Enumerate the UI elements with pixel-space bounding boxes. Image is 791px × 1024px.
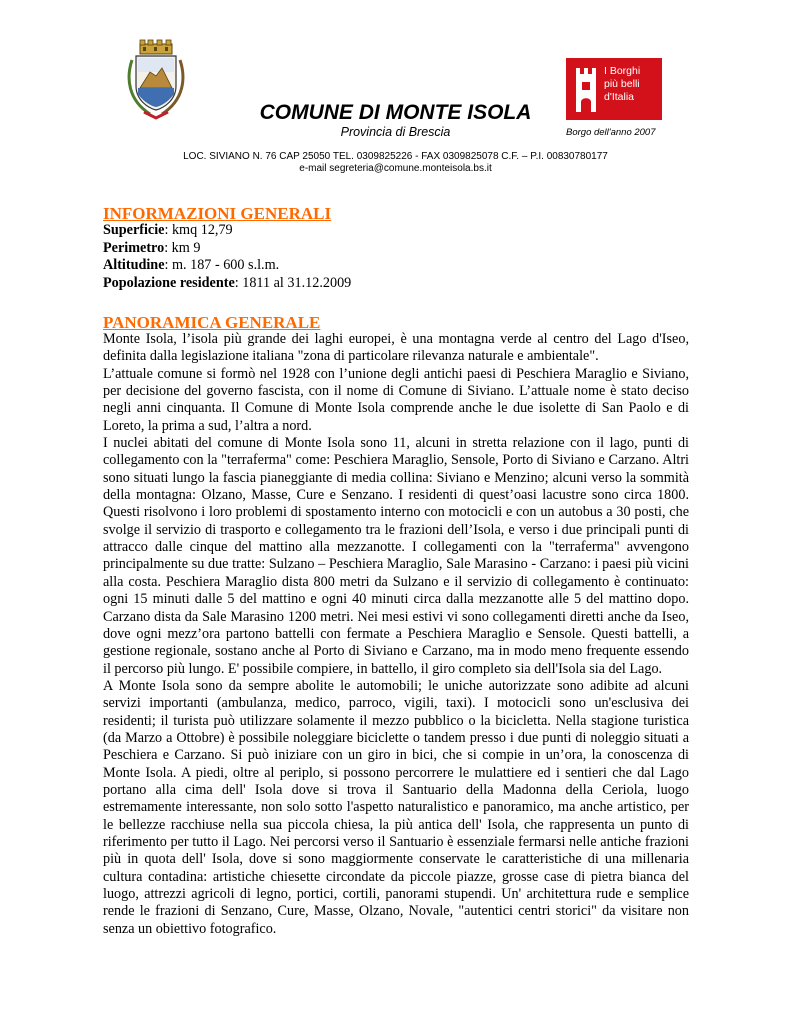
badge-text — [604, 65, 640, 104]
borgo-note: Borgo dell'anno 2007 — [566, 127, 656, 138]
body-paragraph: L’attuale comune si formò nel 1928 con l’unione degli antichi paesi di Peschiera Maraglio e Siviano, per decisione del governo fascista, con il nome di Comune di Siviano. L’attuale nome è stato deciso negli anni cinquanta. Il Comune di Monte Isola comprende anche le due isolette di San Paolo e di Loreto, la prima a sud, l’altra a nord. — [103, 365, 689, 434]
email-line: e-mail segreteria@comune.monteisola.bs.it — [299, 163, 492, 174]
body-paragraph: Monte Isola, l’isola più grande dei laghi europei, è una montagna verde al centro del Lago d'Iseo, definita dalla legislazione italiana "zona di particolare rilevanza naturale e ambientale". — [103, 331, 689, 365]
fact-value: : m. 187 - 600 s.l.m. — [164, 257, 280, 274]
section-heading-info: INFORMAZIONI GENERALI — [103, 204, 332, 223]
fact-label: Perimetro — [103, 239, 165, 256]
badge-line: più belli — [604, 78, 640, 90]
address-line: LOC. SIVIANO N. 76 CAP 25050 TEL. 0309825226 - FAX 0309825078 C.F. – P.I. 00830780177 — [183, 151, 608, 162]
badge-line: I Borghi — [604, 65, 641, 77]
fact-value: : km 9 — [164, 239, 201, 256]
fact-label: Popolazione residente — [103, 274, 235, 291]
page-subtitle: Provincia di Brescia — [340, 125, 451, 139]
badge-line: d'Italia — [604, 91, 635, 103]
fact-row — [103, 257, 351, 275]
fact-label: Superficie — [103, 222, 165, 238]
fact-row — [103, 275, 351, 293]
fact-row — [103, 222, 351, 240]
section-heading-panoramica: PANORAMICA GENERALE — [103, 313, 321, 332]
page-title: COMUNE DI MONTE ISOLA — [259, 101, 532, 124]
fact-value: : 1811 al 31.12.2009 — [234, 274, 352, 291]
body-paragraph: I nuclei abitati del comune di Monte Isola sono 11, alcuni in stretta relazione con il lago, punti di collegamento con la "terraferma" come: Peschiera Maraglio, Sensole, Porto di Siviano e Carzano. Altri sono situati lungo la fascia pianeggiante di media collina: Siviano e Menzino; alcuni verso la sommità della montagna: Olzano, Masse, Cure e Senzano. I residenti di quest’oasi lacustre sono circa 1800. Questi risolvono i loro problemi di spostamento interno con motocicli e con un autobus a 30 posti, che svolge il servizio di trasporto e collegamento tra le frazioni dell’Isola, e verso i due principali punti di attracco dalle cinque del mattino alla mezzanotte. I collegamenti con la "terraferma" avvengono principalmente su due tratte: Sulzano – Peschiera Maraglio, Sale Marasino - Carzano: i paesi più vicini alla costa. Peschiera Maraglio dista 800 metri da Sulzano e il servizio di collegamento è continuato: ogni 15 minuti dalle 5 del mattino e ogni 40 minuti circa dalla mezzanotte alle 5 del mattino dopo. Carzano dista da Sale Marasino 1200 metri. Nei mesi estivi vi sono collegamenti diretti anche da Iseo, dove ogni mezz’ora partono battelli con fermate a Peschiera Maraglio e Sensole. Questi battelli, a gestione regionale, sostano anche al Porto di Siviano e Carzano, ma in modo meno frequente essendo il percorso più lungo. E' possibile compiere, in battello, il giro completo sia dell'Isola sia del Lago. — [103, 435, 689, 677]
fact-row — [103, 240, 351, 258]
fact-label: Altitudine — [103, 257, 165, 274]
fact-value: : kmq 12,79 — [164, 222, 233, 238]
info-facts — [103, 222, 351, 292]
body-paragraph: A Monte Isola sono da sempre abolite le automobili; le uniche autorizzate sono adibite ad alcuni servizi importanti (ambulanza, medico, parroco, vigili, taxi). I motocicli sono un'esclusiva dei residenti; il turista può utilizzare solamente il mezzo pubblico o la bicicletta. Nella stagione turistica (da Marzo a Ottobre) è possibile noleggiare biciclette o tandem presso i due punti di noleggio situati a Peschiera e Carzano. Si può iniziare con un giro in bici, che si compie in un’ora, la conoscenza di Monte Isola. A piedi, oltre al periplo, si possono percorrere le mulattiere ed i sentieri che dal Lago portano alla cima dell' Isola dove si trova il Santuario della Madonna della Ceriola, luogo estremamente interessante, non solo sotto l'aspetto naturalistico e panoramico, ma anche artistico, per le bellezze racchiuse nella sua piccola chiesa, la più antica dell' Isola, che rappresenta un punto di riferimento per tutto il Lago. Nei percorsi verso il Santuario è essenziale fermarsi nelle antiche frazioni più in quota dell' Isola, dove si sono maggiormente conservate le caratteristiche di una millenaria cultura contadina: artistiche chiesette circondate da piccole piazze, grosse case di pietra bianca del luogo, attrezzi agricoli di legno, portici, cortili, panorami stupendi. Un' architettura rude e semplice rende le frazioni di Senzano, Cure, Masse, Olzano, Novale, "autentici centri storici" da visitare non senza un obiettivo fotografico. — [103, 677, 689, 937]
panoramica-body — [103, 331, 689, 938]
